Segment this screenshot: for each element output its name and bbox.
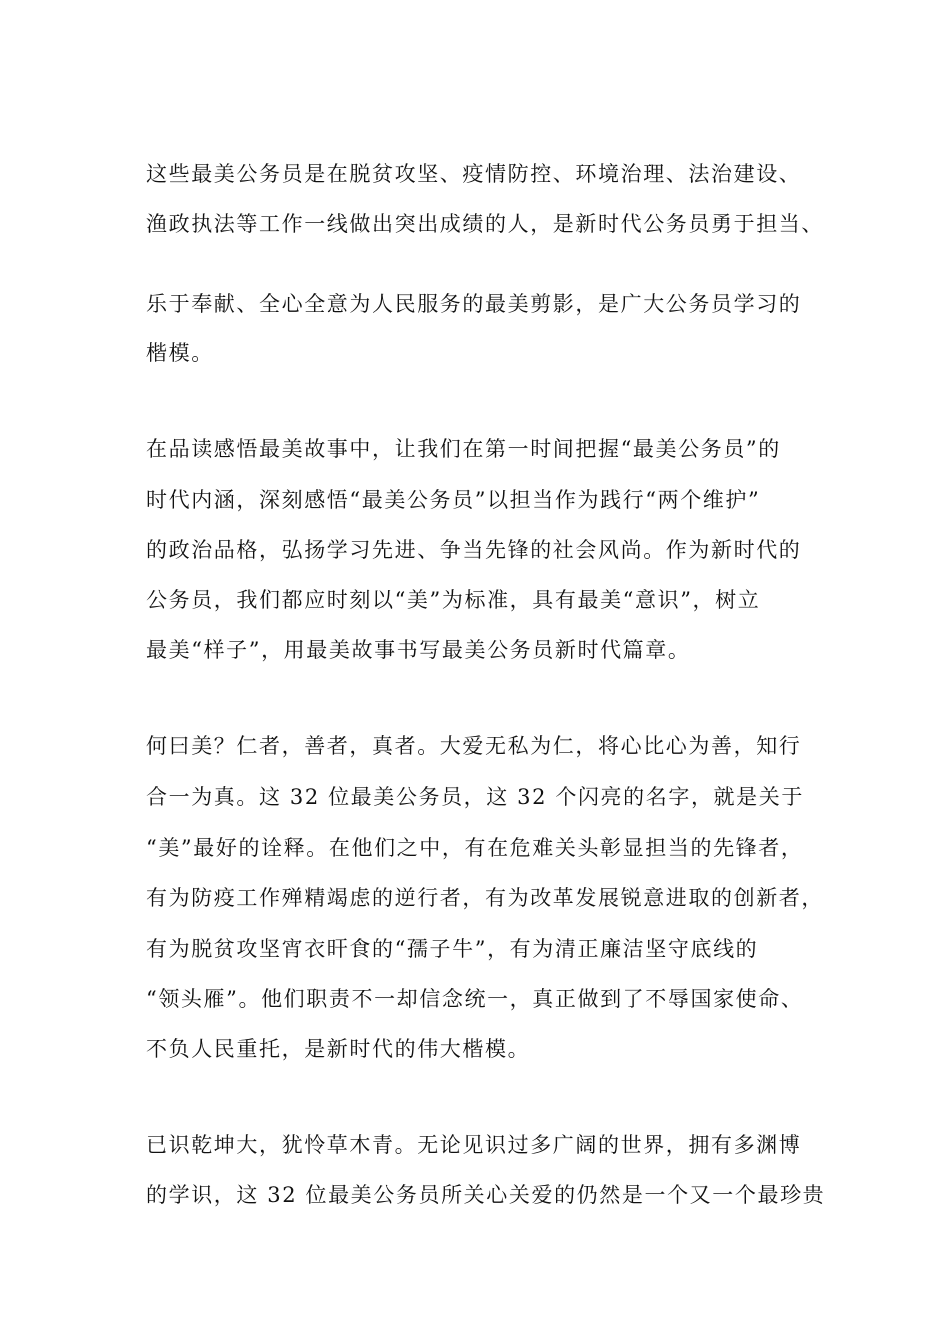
text-line: 最美“样子”，用最美故事书写最美公务员新时代篇章。 — [146, 638, 691, 662]
text-line: 有为脱贫攻坚宵衣旰食的“孺子牛”，有为清正廉洁坚守底线的 — [146, 937, 759, 961]
text-line: “美”最好的诠释。在他们之中，有在危难关头彰显担当的先锋者， — [146, 836, 804, 860]
text-line: 这些最美公务员是在脱贫攻坚、疫情防控、环境治理、法治建设、 — [146, 162, 802, 186]
text-line: 已识乾坤大，犹怜草木青。无论见识过多广阔的世界，拥有多渊博 — [146, 1133, 802, 1157]
text-line: 的政治品格，弘扬学习先进、争当先锋的社会风尚。作为新时代的 — [146, 538, 802, 562]
text-line: “领头雁”。他们职责不一却信念统一，真正做到了不辱国家使命、 — [146, 987, 804, 1011]
text-line: 何曰美？仁者，善者，真者。大爱无私为仁，将心比心为善，知行 — [146, 734, 802, 758]
text-line: 时代内涵，深刻感悟“最美公务员”以担当作为践行“两个维护” — [146, 488, 761, 512]
text-line: 乐于奉献、全心全意为人民服务的最美剪影，是广大公务员学习的 — [146, 292, 802, 316]
text-line: 在品读感悟最美故事中，让我们在第一时间把握“最美公务员”的 — [146, 437, 781, 461]
text-line: 楷模。 — [146, 341, 214, 365]
text-line: 渔政执法等工作一线做出突出成绩的人，是新时代公务员勇于担当、 — [146, 212, 824, 236]
text-line: 有为防疫工作殚精竭虑的逆行者，有为改革发展锐意进取的创新者， — [146, 886, 824, 910]
text-line: 公务员，我们都应时刻以“美”为标准，具有最美“意识”，树立 — [146, 588, 761, 612]
text-line: 的学识，这 32 位最美公务员所关心关爱的仍然是一个又一个最珍贵 — [146, 1183, 826, 1207]
text-line: 不负人民重托，是新时代的伟大楷模。 — [146, 1037, 531, 1061]
text-line: 合一为真。这 32 位最美公务员，这 32 个闪亮的名字，就是关于 — [146, 785, 804, 809]
